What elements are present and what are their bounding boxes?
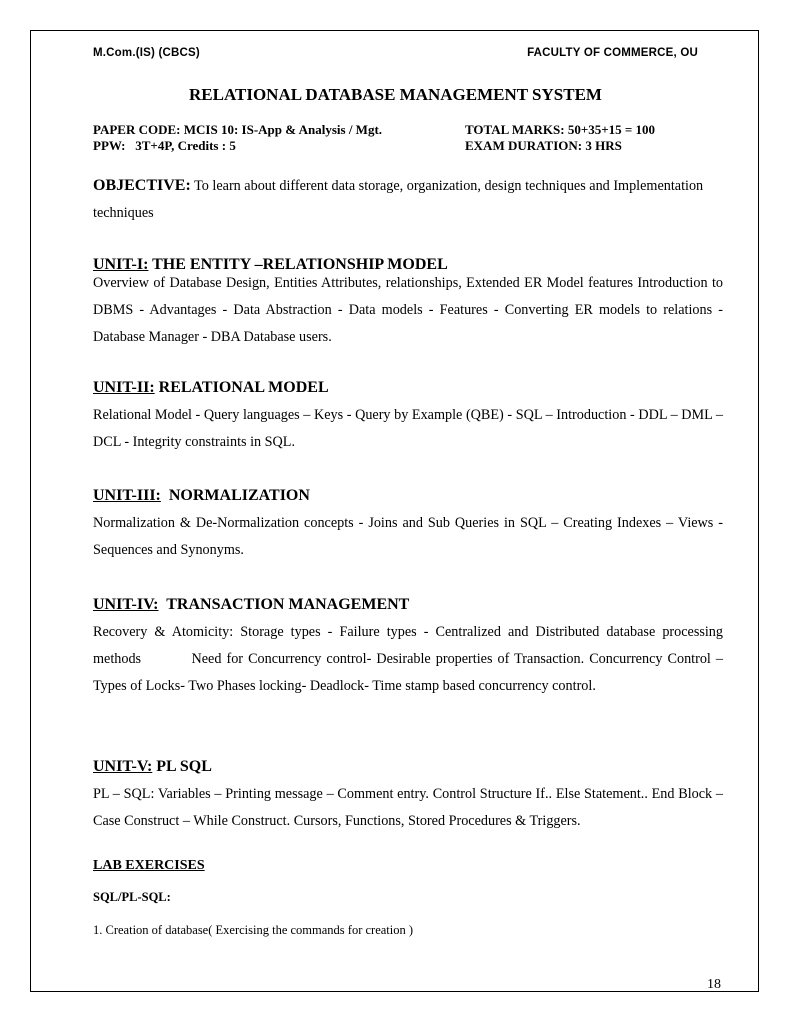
unit-1-content: Overview of Database Design, Entities Attributes, relationships, Extended ER Model features Introduction to DBMS - Advantages - Data Abstraction - Data models - Features - Converting ER models to relations - Database Manager - DBA Database users. [93,275,723,345]
objective-text: To learn about different data storage, organization, design techniques and Implementation techniques [93,178,704,221]
header-course: M.Com.(IS) (CBCS) [93,47,200,59]
unit-4-content: Recovery & Atomicity: Storage types - Failure types - Centralized and Distributed database processing methods Need for Concurrency control- Desirable properties of Transaction. Concurrency Control – Types of Locks- Two Phases locking- Deadlock- Time stamp based concurrency control. [93,624,727,694]
unit-2-heading [93,379,329,397]
unit-4-heading [93,596,409,614]
paper-code: PAPER CODE: MCIS 10: IS-App & Analysis / Mgt. [93,122,383,137]
exam-duration: EXAM DURATION: 3 HRS [465,138,622,153]
unit-2-title: RELATIONAL MODEL [154,379,329,396]
unit-5-heading [93,758,212,776]
page-title: RELATIONAL DATABASE MANAGEMENT SYSTEM [189,85,602,104]
unit-3-title: NORMALIZATION [160,487,310,504]
unit-1-label: UNIT-I: [93,256,149,273]
lab-exercises-heading: LAB EXERCISES [93,858,205,873]
unit-4-title: TRANSACTION MANAGEMENT [158,596,410,613]
objective [93,172,723,227]
header-faculty: FACULTY OF COMMERCE, OU [527,47,698,59]
unit-3-label: UNIT-III: [93,487,161,504]
unit-2-content: Relational Model - Query languages – Keys - Query by Example (QBE) - SQL – Introduction - DDL – DML – DCL - Integrity constraints in SQL. [93,407,723,450]
unit-5-label: UNIT-V: [93,758,153,775]
ppw-credits: PPW: 3T+4P, Credits : 5 [93,138,236,153]
objective-label: OBJECTIVE: [93,177,191,194]
sql-plsql-subheading: SQL/PL-SQL: [93,890,171,904]
unit-1-title: THE ENTITY –RELATIONSHIP MODEL [148,256,448,273]
unit-3-content: Normalization & De-Normalization concepts - Joins and Sub Queries in SQL – Creating Indexes – Views - Sequences and Synonyms. [93,515,723,558]
unit-2-label: UNIT-II: [93,379,155,396]
page-number: 18 [707,977,721,992]
unit-5-title: PL SQL [152,758,212,775]
unit-4-label: UNIT-IV: [93,596,159,613]
total-marks: TOTAL MARKS: 50+35+15 = 100 [465,122,656,137]
unit-5-content: PL – SQL: Variables – Printing message – Comment entry. Control Structure If.. Else Statement.. End Block – Case Construct – While Construct. Cursors, Functions, Stored Procedures & Triggers. [93,786,723,829]
unit-3-heading [93,487,310,505]
lab-item-1: 1. Creation of database( Exercising the commands for creation ) [93,923,414,937]
